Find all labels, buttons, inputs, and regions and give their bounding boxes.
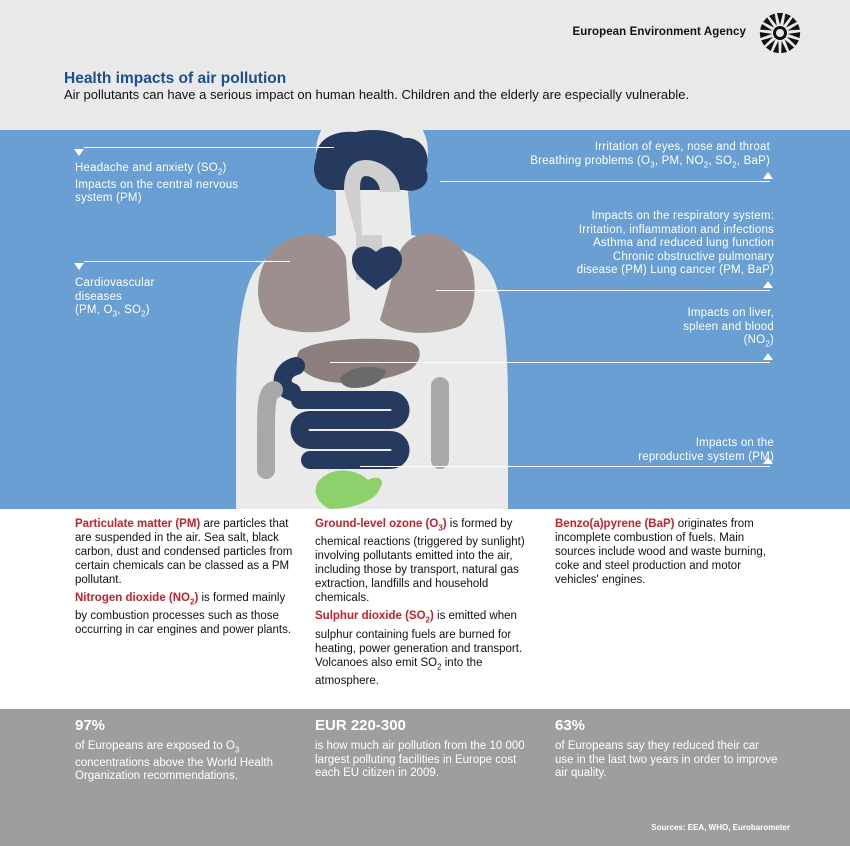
- column-middle: [315, 517, 540, 692]
- o3-description: Ground-level ozone $(O_3)$ is formed by chemical reactions (triggered by sunlight) involving pollutants emitted into the air, including those by transport, natural gas extraction, landfills and household chemicals.: [315, 518, 525, 605]
- stat-description: of Europeans are exposed to $O_3$ concentrations above the World Health Organization recommendations.: [75, 740, 273, 783]
- statistics-bar: [0, 709, 850, 846]
- marker-arrow-icon: [763, 353, 773, 360]
- column-right: [555, 517, 780, 591]
- so2-description: Sulphur dioxide $(SO_2)$ is emitted when sulphur containing fuels are burned for heating, power generation and transport. Volcanoes also emit $SO_2$ into the atmosphere.: [315, 610, 523, 687]
- stat-value: EUR 220-300: [315, 717, 406, 734]
- label-liver: Impacts on liver, spleen and blood $(NO_2)$: [683, 307, 774, 349]
- sources-note: Sources: EEA, WHO, Eurobarometer: [651, 823, 790, 832]
- pm-description: Particulate matter (PM) are particles that are suspended in the air. Sea salt, black carbon, dust and condensed particles from certain chemicals can be classed as a PM pollutant.: [75, 518, 293, 586]
- agency-name: European Environment Agency: [572, 26, 746, 38]
- pointer-line: [84, 147, 334, 148]
- label-cardiovascular: Cardiovascular diseases (PM, $O_3$, $SO_2$): [75, 277, 155, 319]
- no2-description: Nitrogen dioxide $(NO_2)$ is formed mainly by combustion processes such as those occurring in car engines and power plants.: [75, 592, 292, 637]
- stat-description: is how much air pollution from the 10 000 largest polluting facilities in Europe cost each EU citizen in 2009.: [315, 740, 525, 779]
- stat-ozone-exposure: [75, 717, 300, 784]
- page-subtitle: Air pollutants can have a serious impact on human health. Children and the elderly are especially vulnerable.: [64, 87, 690, 102]
- pointer-line: [440, 181, 770, 182]
- label-headache: Headache and anxiety $(SO_2)$ Impacts on the central nervous system (PM): [75, 162, 239, 205]
- stat-value: 63%: [555, 717, 586, 734]
- pointer-line: [84, 261, 290, 262]
- marker-arrow-icon: [74, 149, 84, 156]
- stat-description: of Europeans say they reduced their car use in the last two years in order to improve air quality.: [555, 740, 778, 779]
- marker-arrow-icon: [763, 457, 773, 464]
- marker-arrow-icon: [74, 263, 84, 270]
- bap-description: Benzo(a)pyrene (BaP) originates from incomplete combustion of fuels. Main sources include wood and waste burning, coke and steel production and motor vehicles' engines.: [555, 518, 766, 586]
- eea-logo-icon: [754, 13, 806, 53]
- body-diagram-panel: [0, 130, 850, 509]
- column-left: [75, 517, 300, 641]
- pointer-line: [330, 362, 770, 363]
- label-irritation: Irritation of eyes, nose and throat Breathing problems ($O_3$, PM, $NO_2$, $SO_2$, BaP): [530, 141, 770, 169]
- left-lung-shape: [258, 234, 350, 332]
- pointer-line: [360, 466, 770, 467]
- page-title: Health impacts of air pollution: [64, 70, 287, 87]
- stat-cost: [315, 717, 540, 781]
- label-respiratory: Impacts on the respiratory system: Irritation, inflammation and infections Asthma and reduced lung function Chronic obstructive pulmonary disease (PM) Lung cancer (PM, BaP): [576, 210, 774, 276]
- stat-value: 97%: [75, 717, 106, 734]
- brain-shape: [314, 130, 428, 191]
- marker-arrow-icon: [763, 281, 773, 288]
- pollutant-descriptions: [0, 509, 850, 709]
- header: [0, 0, 850, 130]
- marker-arrow-icon: [763, 172, 773, 179]
- pointer-line: [436, 290, 770, 291]
- label-reproductive: Impacts on the reproductive system (PM): [638, 437, 774, 463]
- stat-car-use: [555, 717, 780, 781]
